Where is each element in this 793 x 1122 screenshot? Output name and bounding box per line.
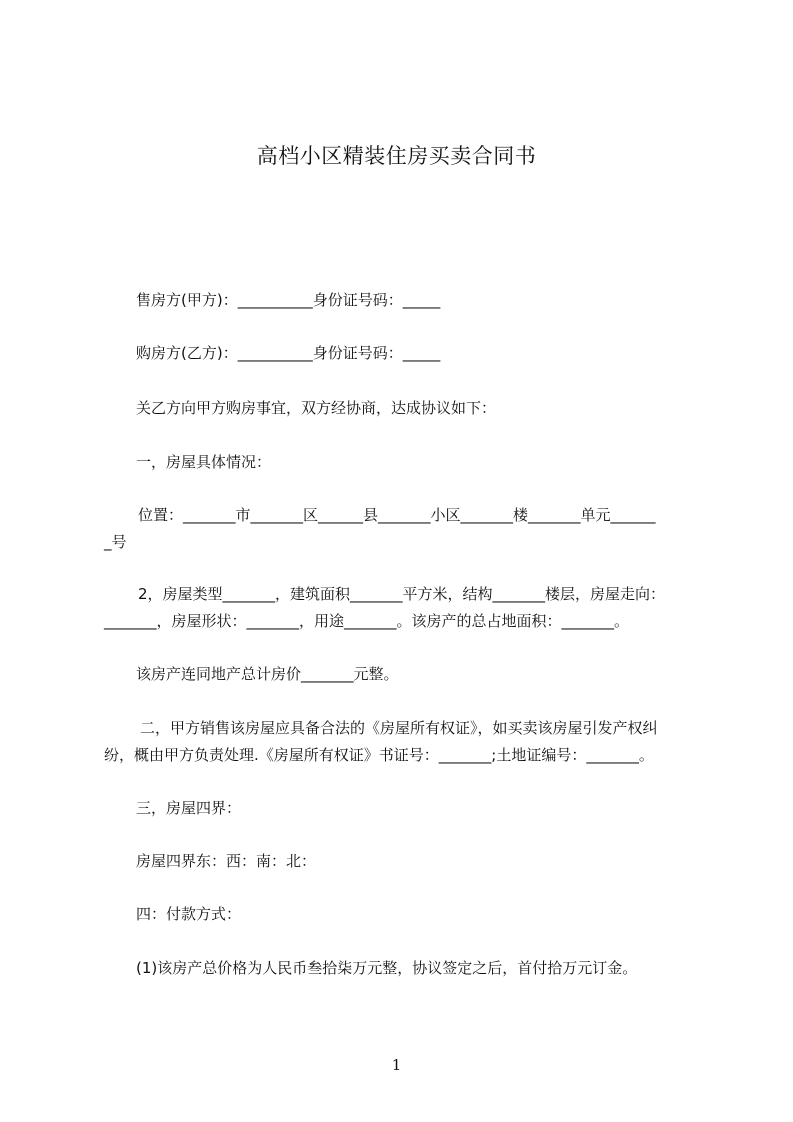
intro-paragraph: 关乙方向甲方购房事宜，双方经协商，达成协议如下：	[136, 399, 497, 417]
location-paragraph: 位置：_______市_______区______县_______小区_______楼_______单元______ _号	[104, 506, 656, 551]
seller-line: 售房方(甲方)：__________身份证号码：_____	[136, 291, 441, 309]
document-title: 高档小区精装住房买卖合同书	[256, 144, 537, 168]
boundaries-line: 房屋四界东：西：南：北：	[136, 852, 317, 870]
section-1-heading: 一，房屋具体情况：	[136, 453, 272, 471]
section-4-heading: 四：付款方式：	[136, 905, 242, 923]
buyer-line: 购房方(乙方)：__________身份证号码：_____	[136, 344, 441, 362]
price-paragraph: 该房产连同地产总计房价_______元整。	[136, 665, 399, 683]
section-2-paragraph: 二，甲方销售该房屋应具备合法的《房屋所有权证》，如买卖该房屋引发产权纠 纷，概由甲方负责处理.《房屋所有权证》书证号：_______;土地证编号：_______。	[104, 719, 658, 764]
payment-clause-1: (1)该房产总价格为人民币叁拾柒万元整，协议签定之后，首付拾万元订金。	[136, 959, 638, 977]
section-3-heading: 三，房屋四界：	[136, 799, 242, 817]
page-number: 1	[391, 1056, 402, 1074]
house-details-paragraph: 2，房屋类型_______，建筑面积_______平方米，结构_______楼层，房屋走向： _______，房屋形状：_______，用途_______。该房产的总占地面积：_______。	[104, 585, 666, 630]
